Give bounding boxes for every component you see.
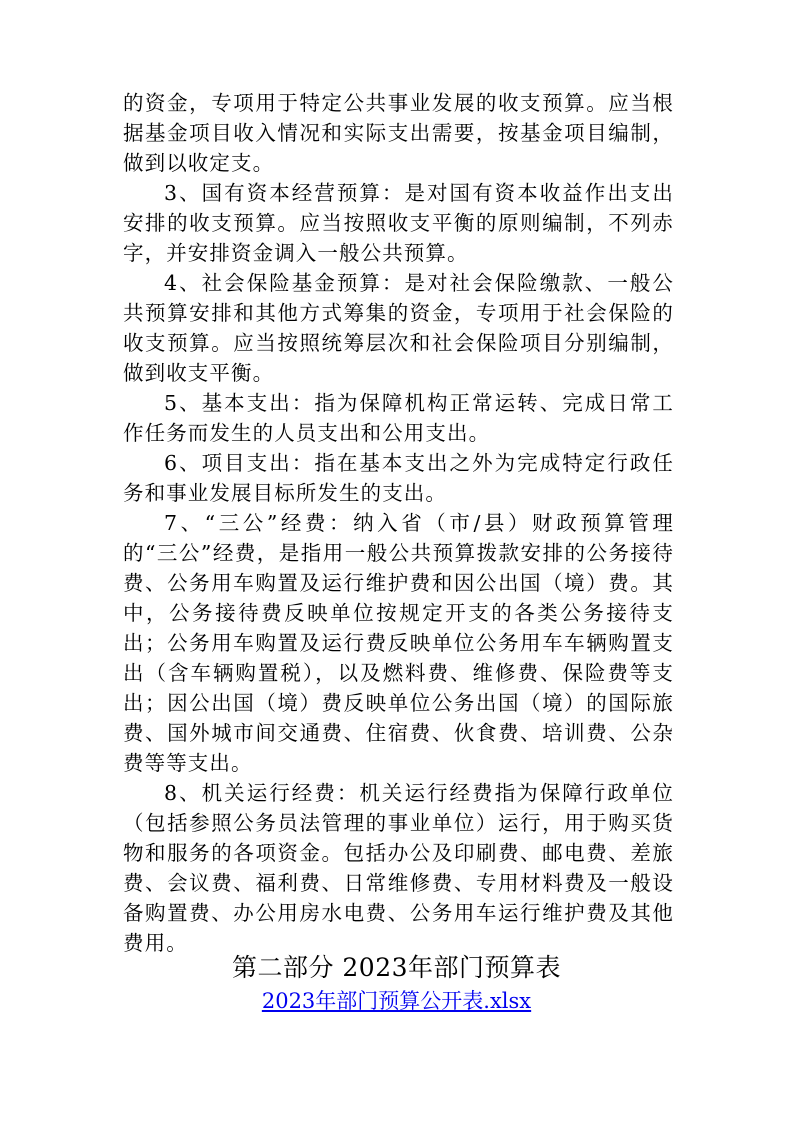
paragraph-agency-operating-expenses: 8、机关运行经费：机关运行经费指为保障行政单位（包括参照公务员法管理的事业单位）运行，用于购买货物和服务的各项资金。包括办公及印刷费、邮电费、差旅费、会议费、福利费、日常维修费、专用材料费及一般设备购置费、办公用房水电费、公务用车运行维护费及其他费用。: [123, 781, 674, 955]
paragraph-three-public-expenses: 7、“三公”经费：纳入省（市/县）财政预算管理的“三公”经费，是指用一般公共预算拨款安排的公务接待费、公务用车购置及运行维护费和因公出国（境）费。其中，公务接待费反映单位按规定开支的各类公务接待支出；公务用车购置及运行费反映单位公务用车车辆购置支出（含车辆购置税），以及燃料费、维修费、保险费等支出；因公出国（境）费反映单位公务出国（境）的国际旅费、国外城市间交通费、住宿费、伙食费、培训费、公杂费等等支出。: [123, 511, 674, 775]
paragraph-fund-budget-continued: 的资金，专项用于特定公共事业发展的收支预算。应当根据基金项目收入情况和实际支出需要，按基金项目编制，做到以收定支。: [123, 91, 674, 175]
attachment-link[interactable]: 2023年部门预算公开表.xlsx: [261, 989, 532, 1013]
body-text: [123, 88, 674, 958]
paragraph-social-insurance-budget: 4、社会保险基金预算：是对社会保险缴款、一般公共预算安排和其他方式筹集的资金，专项用于社会保险的收支预算。应当按照统筹层次和社会保险项目分别编制，做到收支平衡。: [123, 271, 674, 385]
paragraph-project-expenditure: 6、项目支出：指在基本支出之外为完成特定行政任务和事业发展目标所发生的支出。: [123, 451, 674, 505]
section-title: 第二部分 2023年部门预算表: [231, 953, 562, 982]
paragraph-state-capital-budget: 3、国有资本经营预算：是对国有资本收益作出支出安排的收支预算。应当按照收支平衡的原则编制，不列赤字，并安排资金调入一般公共预算。: [123, 181, 674, 265]
attachment-link-wrapper: [0, 986, 793, 1016]
paragraph-basic-expenditure: 5、基本支出：指为保障机构正常运转、完成日常工作任务而发生的人员支出和公用支出。: [123, 391, 674, 445]
